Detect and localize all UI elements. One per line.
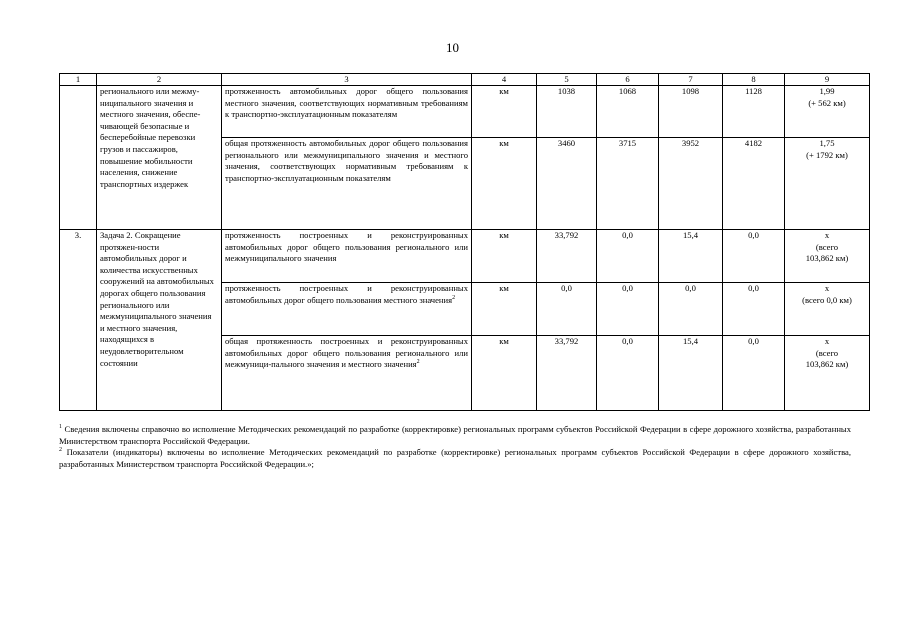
- indicator-text: протяженность построенных и реконструированных автомобильных дорог общего пользования регионального или межмуниципального значения: [225, 230, 468, 264]
- column-header-1: 1: [60, 74, 97, 86]
- unit-cell: км: [472, 336, 537, 411]
- indicator-cell: [222, 230, 472, 283]
- value-cell-8: 4182: [723, 138, 785, 230]
- column-header-9: 9: [785, 74, 870, 86]
- value-cell-7: 0,0: [659, 283, 723, 336]
- column-header-7: 7: [659, 74, 723, 86]
- column-header-4: 4: [472, 74, 537, 86]
- row-number-cell: 3.: [60, 230, 97, 411]
- table-row: [60, 86, 870, 138]
- final-value-line: (всего 0,0 км): [802, 294, 852, 305]
- final-value-line: 1,75: [819, 138, 835, 148]
- footnote-text: Сведения включены справочно во исполнение Методических рекомендаций по разработке (корректировке) региональных программ субъектов Российской Федерации в сфере дорожного хозяйства, разработанных Министерством транспорта Российской Федерации.: [59, 424, 851, 446]
- value-cell-6: 3715: [597, 138, 659, 230]
- value-cell-6: 0,0: [597, 336, 659, 411]
- value-cell-7: 1098: [659, 86, 723, 138]
- final-value-line: х: [824, 283, 830, 293]
- indicator-text: общая протяженность построенных и реконструированных автомобильных дорог общего пользования регионального или межмуници-пального значения и местного значения: [225, 336, 468, 370]
- unit-cell: км: [472, 230, 537, 283]
- objective-cell: Задача 2. Сокращение протяжен-ности автомобильных дорог и количества искусственных сооружений на автомобильных дорогах общего пользования регионального или межмуниципального значения и местного значения, находящихся в неудовлетворительном состоянии: [97, 230, 222, 411]
- value-cell-8: 0,0: [723, 336, 785, 411]
- footnote-ref: 2: [452, 294, 456, 301]
- value-cell-8: 0,0: [723, 230, 785, 283]
- column-header-8: 8: [723, 74, 785, 86]
- value-cell-7: 15,4: [659, 336, 723, 411]
- footnote: [59, 424, 851, 447]
- value-cell-5: 33,792: [537, 230, 597, 283]
- unit-cell: км: [472, 86, 537, 138]
- indicator-text: протяженность построенных и реконструированных автомобильных дорог общего пользования местного значения: [225, 283, 468, 305]
- final-value-line: 1,99: [819, 86, 835, 96]
- value-cell-8: 1128: [723, 86, 785, 138]
- column-header-5: 5: [537, 74, 597, 86]
- value-cell-7: 3952: [659, 138, 723, 230]
- column-header-3: 3: [222, 74, 472, 86]
- footnote: [59, 447, 851, 470]
- value-cell-7: 15,4: [659, 230, 723, 283]
- final-value-line: х: [824, 230, 830, 240]
- final-value-line: х: [824, 336, 830, 346]
- value-cell-5: 0,0: [537, 283, 597, 336]
- page-number: 10: [446, 40, 459, 55]
- footnotes: [59, 424, 851, 470]
- final-value-line: 103,862 км): [805, 359, 849, 370]
- final-value-line: (всего: [815, 241, 839, 252]
- objective-cell: регионального или межму-ниципального значения и местного значения, обеспе-чивающей безопасные и бесперебойные перевозки грузов и пассажиров, повышение мобильности населения, снижение транспортных издержек: [97, 86, 222, 230]
- row-number-cell: [60, 86, 97, 230]
- final-value-cell: [785, 86, 870, 138]
- value-cell-6: 0,0: [597, 230, 659, 283]
- final-value-line: (+ 1792 км): [806, 149, 848, 160]
- indicator-cell: [222, 336, 472, 411]
- value-cell-5: 3460: [537, 138, 597, 230]
- table-row: [60, 230, 870, 283]
- footnote-mark: 1: [59, 424, 62, 431]
- indicator-cell: [222, 283, 472, 336]
- final-value-line: 103,862 км): [805, 253, 849, 264]
- indicator-cell: протяженность автомобильных дорог общего пользования местного значения, соответствующих нормативным требованиям к транспортно-эксплуатационным показателям: [222, 86, 472, 138]
- footnote-mark: 2: [59, 447, 62, 454]
- value-cell-8: 0,0: [723, 283, 785, 336]
- final-value-line: (+ 562 км): [808, 97, 846, 108]
- footnote-ref: 2: [416, 359, 420, 366]
- final-value-cell: [785, 336, 870, 411]
- indicator-cell: общая протяженность автомобильных дорог общего пользования регионального или межмуниципального значения и местного значения, соответствующих нормативным требованиям к транспортно-эксплуатационным показателям: [222, 138, 472, 230]
- value-cell-6: 0,0: [597, 283, 659, 336]
- unit-cell: км: [472, 138, 537, 230]
- header-row: [60, 74, 870, 86]
- footnote-text: Показатели (индикаторы) включены во исполнение Методических рекомендаций по разработке (корректировке) региональных программ субъектов Российской Федерации в сфере дорожного хозяйства, разработанных Министерством транспорта Российской Федерации.»;: [59, 447, 851, 469]
- value-cell-5: 33,792: [537, 336, 597, 411]
- final-value-cell: [785, 283, 870, 336]
- final-value-cell: [785, 138, 870, 230]
- indicators-table: [59, 73, 870, 411]
- column-header-6: 6: [597, 74, 659, 86]
- final-value-cell: [785, 230, 870, 283]
- final-value-line: (всего: [815, 347, 839, 358]
- unit-cell: км: [472, 283, 537, 336]
- column-header-2: 2: [97, 74, 222, 86]
- value-cell-6: 1068: [597, 86, 659, 138]
- value-cell-5: 1038: [537, 86, 597, 138]
